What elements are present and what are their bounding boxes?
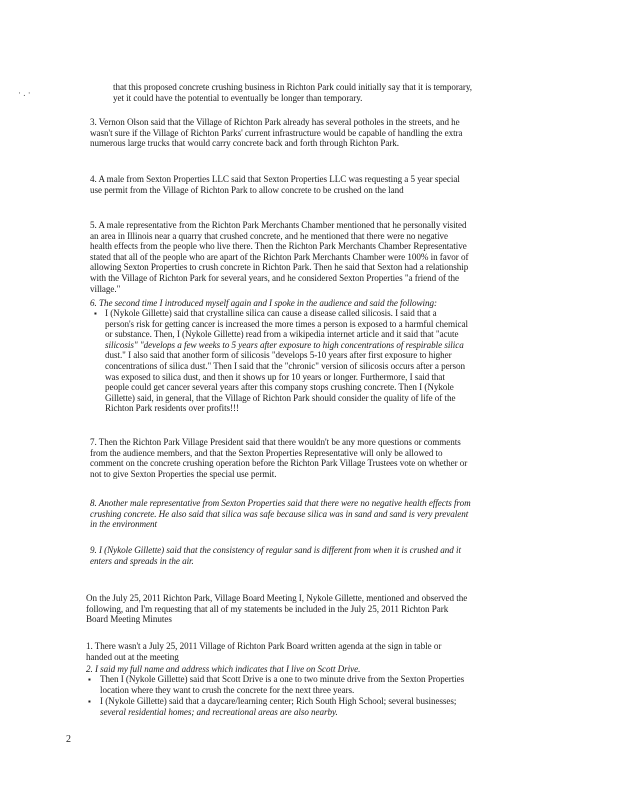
text-line: crushing concrete. He also said that silica was safe because silica was in sand and sand is very prevalent bbox=[90, 508, 469, 519]
text-line: yet it could have the potential to eventually be longer than temporary. bbox=[113, 92, 363, 103]
text-line: 9. I (Nykole Gillette) said that the consistency of regular sand is different from when it is crushed and it bbox=[90, 545, 461, 555]
text-line: 5. A male representative from the Richton Park Merchants Chamber mentioned that he personally visited bbox=[90, 220, 467, 230]
text-line: 6. The second time I introduced myself again and I spoke in the audience and said the following: bbox=[90, 298, 437, 308]
bullet-icon: ▪ bbox=[94, 309, 97, 318]
text-line: concentrations of silica dust." Then I said that the "chronic" version of silicosis occurs after a person bbox=[105, 360, 466, 371]
text-line: 3. Vernon Olson said that the Village of Richton Park already has several potholes in the streets, and he bbox=[90, 117, 460, 127]
scan-corner-mark: · . · bbox=[18, 88, 31, 98]
text-line: with the Village of Richton Park for several years, and he considered Sexton Properties "a friend of the bbox=[90, 272, 460, 283]
text-line: numerous large trucks that would carry concrete back and forth through Richton Park. bbox=[90, 138, 400, 149]
text-line: On the July 25, 2011 Richton Park, Village Board Meeting I, Nykole Gillette, mentioned and observed the bbox=[86, 593, 468, 603]
item-7-paragraph bbox=[90, 437, 530, 479]
text-line: allowing Sexton Properties to crush concrete in Richton Park. Then he said that Sexton had a relationship bbox=[90, 262, 469, 273]
text-line: I (Nykole Gillette) said that crystalline silica can cause a disease called silicosis. I said that a bbox=[105, 308, 437, 318]
text-line: I (Nykole Gillette) said that a daycare/learning center; Rich South High School; several businesses; bbox=[100, 696, 457, 706]
text-line: enters and spreads in the air. bbox=[90, 555, 194, 566]
text-line: village." bbox=[90, 283, 121, 294]
text-line: health effects from the people who live there. Then the Richton Park Merchants Chamber Representative bbox=[90, 241, 467, 252]
text-line: 7. Then the Richton Park Village President said that there wouldn't be any more questions or comments bbox=[90, 437, 461, 447]
item-4-paragraph bbox=[90, 174, 530, 195]
summary-paragraph bbox=[86, 593, 530, 625]
bullet-icon: ▪ bbox=[88, 697, 91, 706]
text-line: 2. I said my full name and address which indicates that I live on Scott Drive. bbox=[86, 664, 361, 674]
text-line: people could get cancer several years after this company stops crushing concrete. Then I (Nykole bbox=[105, 382, 454, 393]
page-number: 2 bbox=[66, 734, 71, 745]
text-line: silicosis" "develops a few weeks to 5 years after exposure to high concentrations of respirable silica bbox=[105, 339, 464, 350]
text-line: location where they want to crush the concrete for the next three years. bbox=[100, 684, 355, 695]
text-line: stated that all of the people who are apart of the Richton Park Merchants Chamber were 100% in favor of bbox=[90, 251, 469, 262]
text-line: that this proposed concrete crushing business in Richton Park could initially say that it is temporary, bbox=[113, 82, 472, 92]
text-line: handed out at the meeting bbox=[86, 651, 179, 662]
text-line: Board Meeting Minutes bbox=[86, 614, 172, 625]
list-bullet-2 bbox=[100, 696, 530, 717]
text-line: from the audience members, and that the Sexton Properties Representative will only be allowed to bbox=[90, 447, 443, 458]
text-line: Gillette) said, in general, that the Village of Richton Park should consider the quality of life of the bbox=[105, 392, 456, 403]
intro-paragraph bbox=[113, 82, 528, 103]
text-line: dust." I also said that another form of silicosis "develops 5-10 years after first exposure to higher bbox=[105, 350, 452, 361]
text-line: 8. Another male representative from Sexton Properties said that there were no negative health effects from bbox=[90, 498, 471, 508]
text-line: in the environment bbox=[90, 519, 157, 530]
item-6-heading bbox=[90, 298, 530, 309]
text-line: Richton Park residents over profits!!! bbox=[105, 403, 239, 414]
text-line: person's risk for getting cancer is increased the more times a person is exposed to a harmful chemical bbox=[105, 318, 468, 329]
text-line: or substance. Then, I (Nykole Gillette) read from a wikipedia internet article and it said that "acute bbox=[105, 329, 459, 340]
text-line: use permit from the Village of Richton Park to allow concrete to be crushed on the land bbox=[90, 184, 404, 195]
text-line: several residential homes; and recreational areas are also nearby. bbox=[100, 706, 338, 717]
list-item-1 bbox=[86, 641, 530, 662]
text-line: 1. There wasn't a July 25, 2011 Village of Richton Park Board written agenda at the sign in table or bbox=[86, 641, 442, 651]
list-item-2 bbox=[86, 664, 530, 675]
bullet-icon: ▪ bbox=[88, 675, 91, 684]
text-line: comment on the concrete crushing operation before the Richton Park Village Trustees vote on whether or bbox=[90, 458, 468, 469]
item-6-bullet-paragraph bbox=[105, 308, 530, 414]
item-3-paragraph bbox=[90, 117, 530, 149]
item-8-paragraph bbox=[90, 498, 530, 530]
text-line: wasn't sure if the Village of Richton Parks' current infrastructure would be capable of handling the extra bbox=[90, 127, 463, 138]
item-9-paragraph bbox=[90, 545, 530, 566]
text-line: Then I (Nykole Gillette) said that Scott Drive is a one to two minute drive from the Sexton Properties bbox=[100, 674, 465, 684]
text-line: was exposed to silica dust, and then it shows up for 10 years or longer. Furthermore, I said that bbox=[105, 371, 445, 382]
list-bullet-1 bbox=[100, 674, 530, 695]
item-5-paragraph bbox=[90, 220, 530, 294]
text-line: following, and I'm requesting that all of my statements be included in the July 25, 2011 Richton Park bbox=[86, 603, 449, 614]
text-line: 4. A male from Sexton Properties LLC said that Sexton Properties LLC was requesting a 5 year special bbox=[90, 174, 460, 184]
text-line: an area in Illinois near a quarry that crushed concrete, and he mentioned that there were no negative bbox=[90, 230, 449, 241]
text-line: not to give Sexton Properties the special use permit. bbox=[90, 468, 277, 479]
